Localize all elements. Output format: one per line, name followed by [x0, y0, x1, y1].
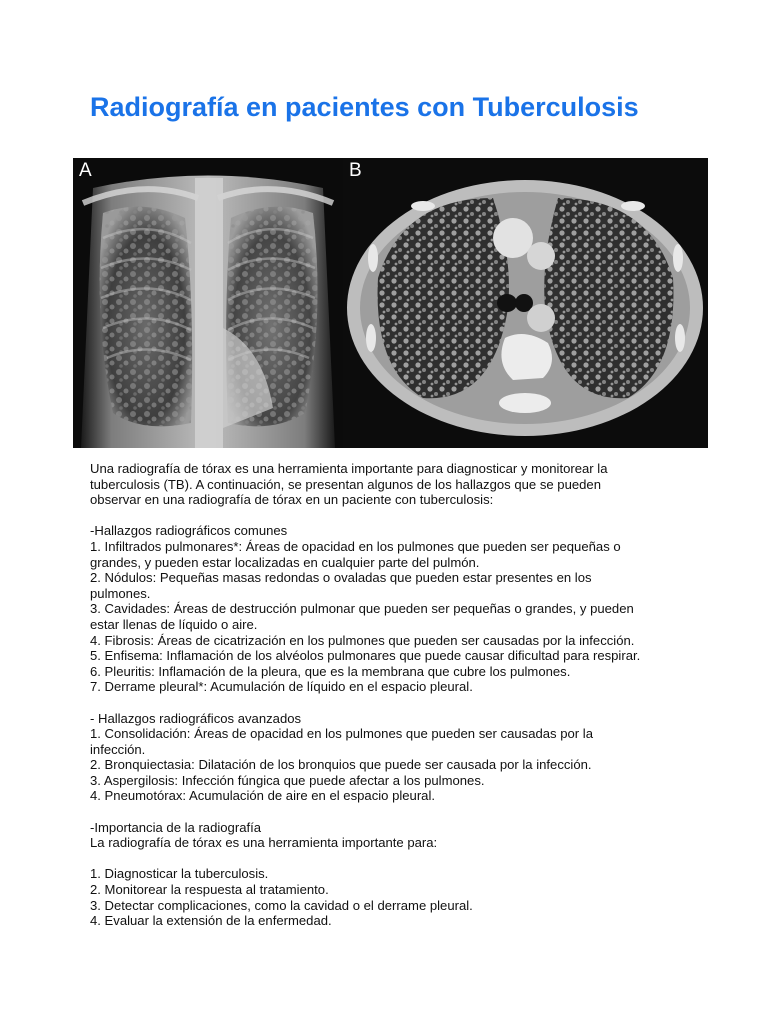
importance-intro: La radiografía de tórax es una herramienta importante para:: [90, 835, 438, 851]
importance-heading: -Importancia de la radiografía: [90, 819, 262, 835]
intro-line: Una radiografía de tórax es una herramienta importante para diagnosticar y monitorear la: [90, 461, 608, 476]
list-item: 3. Detectar complicaciones, como la cavidad o el derrame pleural.: [90, 897, 473, 913]
list-item: 2. Bronquiectasia: Dilatación de los bronquios que puede ser causada por la infección.: [90, 757, 592, 773]
list-item: estar llenas de líquido o aire.: [90, 616, 258, 632]
article-body: [90, 461, 690, 929]
chest-xray-graphic: [73, 158, 343, 448]
list-item: 3. Aspergilosis: Infección fúngica que puede afectar a los pulmones.: [90, 772, 485, 788]
list-item: 4. Fibrosis: Áreas de cicatrización en los pulmones que pueden ser causadas por la infección.: [90, 632, 635, 648]
ct-scan-graphic: [343, 158, 708, 448]
list-item: 3. Cavidades: Áreas de destrucción pulmonar que pueden ser pequeñas o grandes, y pueden: [90, 601, 634, 617]
list-item: 5. Enfisema: Inflamación de los alvéolos pulmonares que puede causar dificultad para respirar.: [90, 648, 641, 664]
list-item: pulmones.: [90, 585, 151, 601]
list-item: 1. Infiltrados pulmonares*: Áreas de opacidad en los pulmones que pueden ser pequeñas o: [90, 538, 621, 554]
radiology-figure: [73, 158, 708, 448]
list-item: 2. Monitorear la respuesta al tratamiento.: [90, 882, 329, 898]
advanced-findings-heading: - Hallazgos radiográficos avanzados: [90, 710, 302, 726]
list-item: 2. Nódulos: Pequeñas masas redondas o ovaladas que pueden estar presentes en los: [90, 570, 592, 586]
list-item: 4. Pneumotórax: Acumulación de aire en el espacio pleural.: [90, 788, 436, 804]
list-item: 7. Derrame pleural*: Acumulación de líquido en el espacio pleural.: [90, 679, 473, 695]
list-item: 1. Diagnosticar la tuberculosis.: [90, 866, 269, 882]
page-title: Radiografía en pacientes con Tuberculosis: [90, 92, 639, 122]
list-item: grandes, y pueden estar localizadas en cualquier parte del pulmón.: [90, 554, 480, 570]
list-item: 6. Pleuritis: Inflamación de la pleura, que es la membrana que cubre los pulmones.: [90, 663, 571, 679]
list-item: infección.: [90, 741, 146, 757]
list-item: 4. Evaluar la extensión de la enfermedad.: [90, 913, 332, 929]
common-findings-heading: -Hallazgos radiográficos comunes: [90, 523, 288, 539]
intro-line: observar en una radiografía de tórax en un paciente con tuberculosis:: [90, 492, 494, 508]
ct-scan-image: [343, 158, 708, 448]
chest-xray-image: [73, 158, 343, 448]
panel-label-b: B: [349, 160, 362, 181]
panel-label-a: A: [79, 160, 92, 181]
intro-line: tuberculosis (TB). A continuación, se presentan algunos de los hallazgos que se pueden: [90, 476, 601, 492]
list-item: 1. Consolidación: Áreas de opacidad en los pulmones que pueden ser causadas por la: [90, 726, 593, 742]
